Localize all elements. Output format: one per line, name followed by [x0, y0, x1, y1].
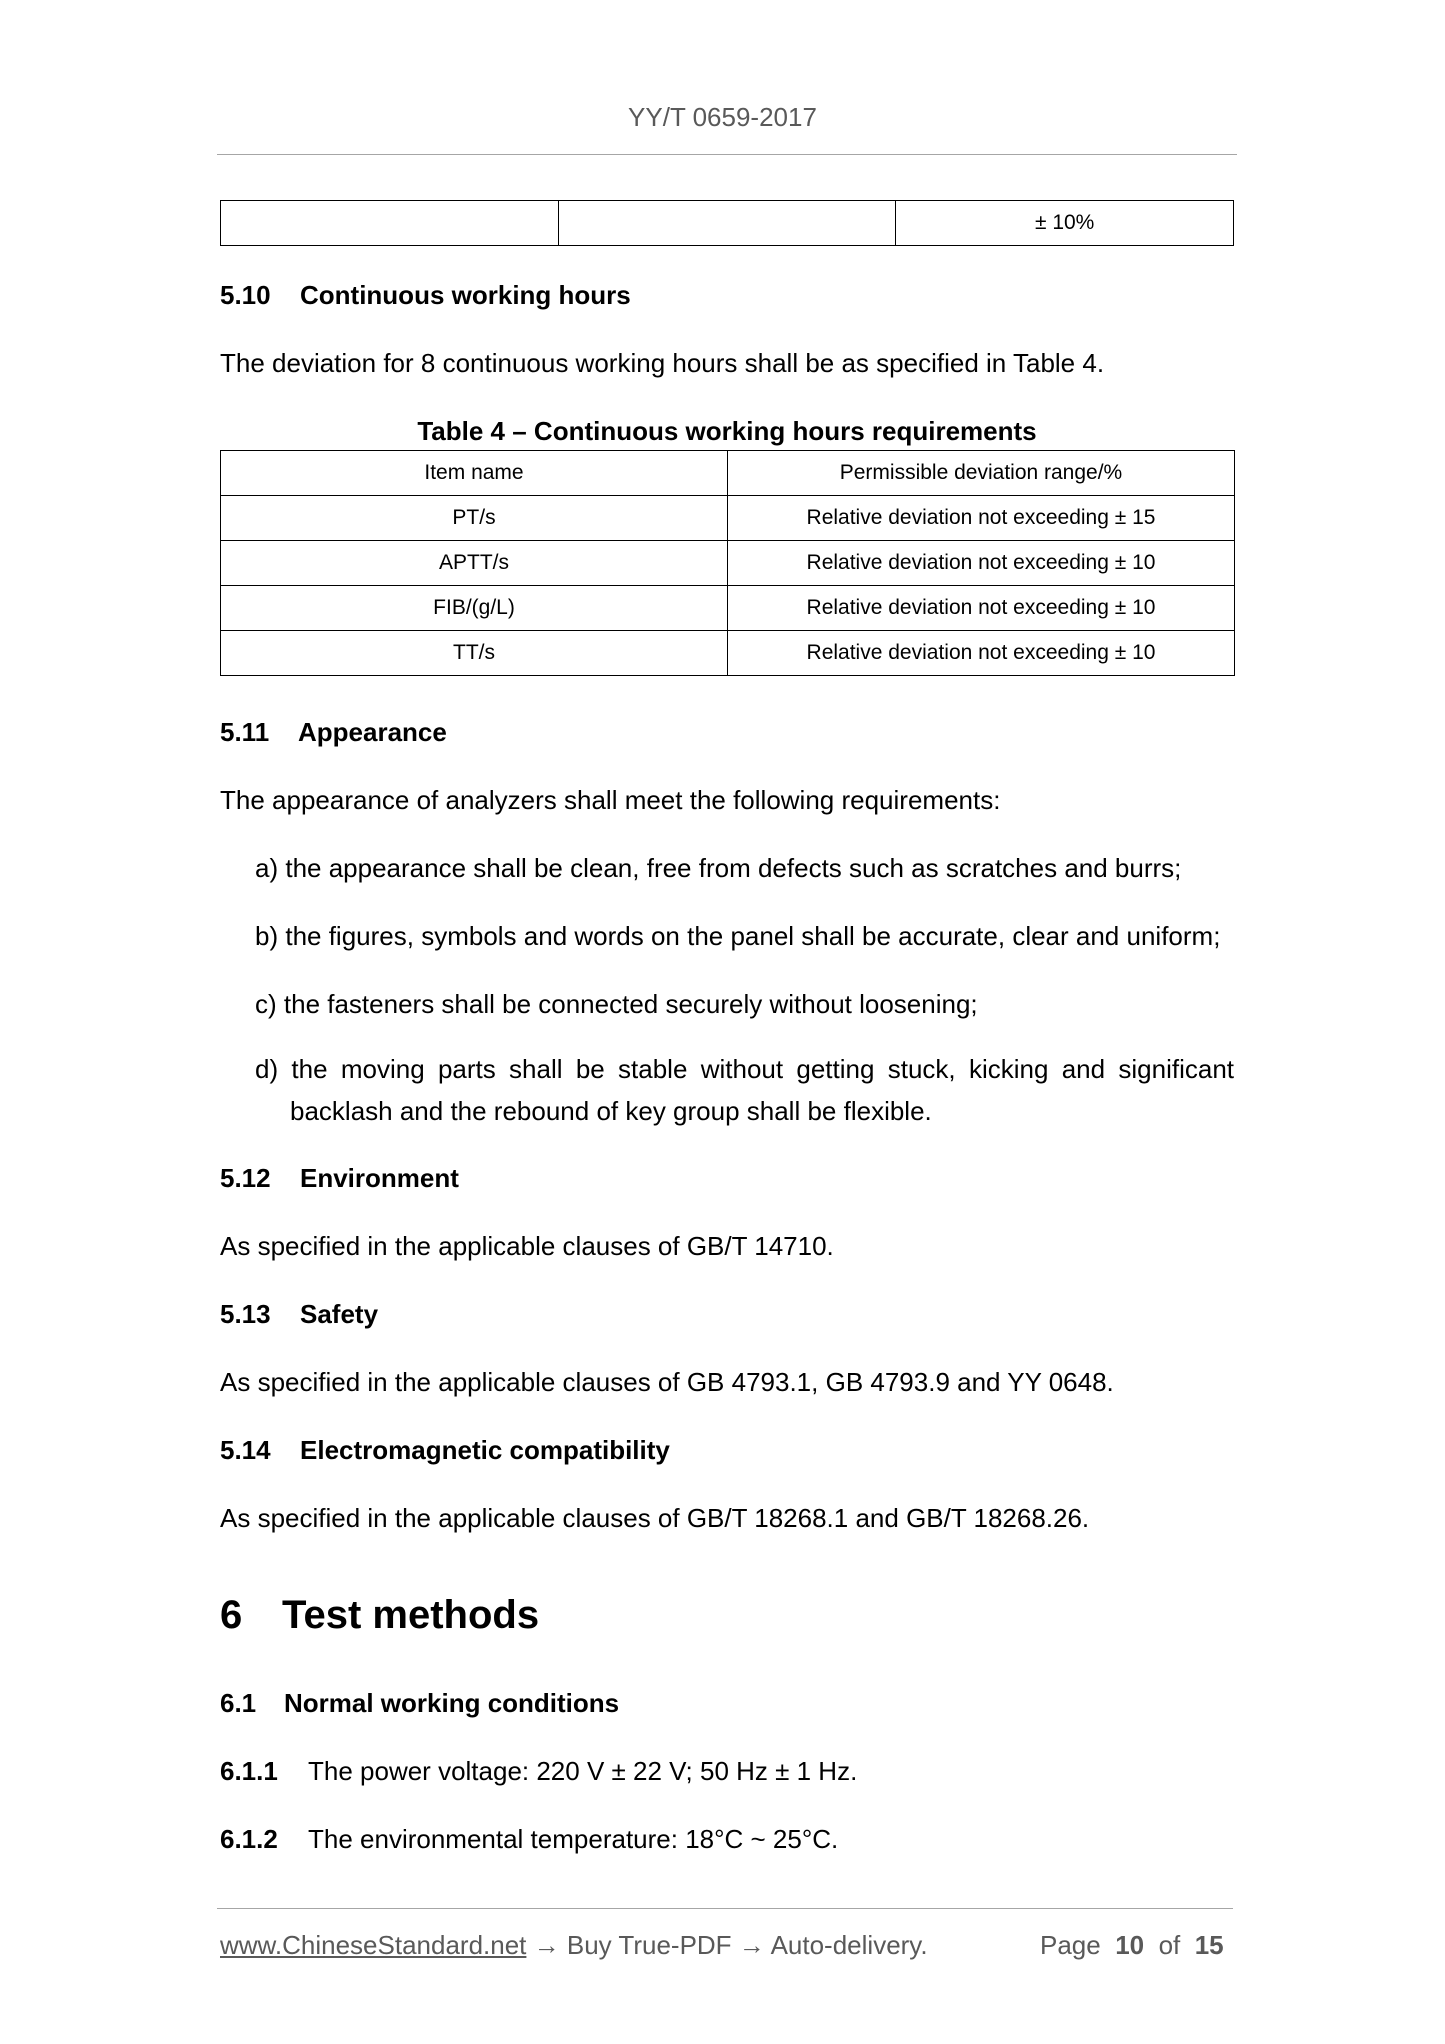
document-id-header: YY/T 0659-2017 [628, 102, 817, 132]
section-6-1-heading [220, 1688, 619, 1719]
table-cell [221, 201, 559, 246]
column-header: Permissible deviation range/% [728, 451, 1235, 496]
section-6-heading [220, 1593, 539, 1638]
page-of-label: of [1158, 1930, 1181, 1960]
section-5-14-heading [220, 1435, 670, 1466]
section-number: 6.1 [220, 1688, 257, 1718]
current-page-number: 10 [1115, 1930, 1145, 1960]
header-divider [217, 154, 1237, 155]
clause-number: 6.1.1 [220, 1756, 278, 1786]
table-cell: TT/s [221, 631, 728, 676]
section-5-10-text: The deviation for 8 continuous working hours shall be as specified in Table 4. [220, 348, 1105, 378]
footer-divider [217, 1908, 1233, 1909]
section-number: 5.11 [220, 717, 270, 747]
table-row [221, 631, 1235, 676]
table-header-row [221, 451, 1235, 496]
table-cell: PT/s [221, 496, 728, 541]
page-label: Page [1040, 1930, 1101, 1960]
section-5-14-text: As specified in the applicable clauses of GB/T 18268.1 and GB/T 18268.26. [220, 1503, 1090, 1533]
section-title: Continuous working hours [300, 280, 631, 310]
table-4-caption: Table 4 – Continuous working hours requirements [417, 416, 1037, 446]
continued-table-tail [220, 200, 1234, 246]
table-4 [220, 450, 1235, 676]
table-row [221, 496, 1235, 541]
section-5-12-heading [220, 1163, 459, 1194]
section-5-12-text: As specified in the applicable clauses of GB/T 14710. [220, 1231, 834, 1261]
section-5-11-heading [220, 717, 447, 748]
table-cell: Relative deviation not exceeding ± 10 [728, 541, 1235, 586]
section-5-13-text: As specified in the applicable clauses of GB 4793.1, GB 4793.9 and YY 0648. [220, 1367, 1114, 1397]
table-cell: Relative deviation not exceeding ± 10 [728, 631, 1235, 676]
section-title: Test methods [282, 1593, 540, 1637]
section-title: Appearance [298, 717, 447, 747]
website-link[interactable]: www.ChineseStandard.net [220, 1930, 527, 1960]
clause-number: 6.1.2 [220, 1824, 278, 1854]
section-number: 5.13 [220, 1299, 271, 1329]
clause-6-1-2 [220, 1824, 838, 1855]
table-row [221, 201, 1234, 246]
list-item-continuation: backlash and the rebound of key group shall be flexible. [290, 1096, 932, 1126]
table-cell: Relative deviation not exceeding ± 10 [728, 586, 1235, 631]
section-title: Environment [300, 1163, 459, 1193]
list-item: d) the moving parts shall be stable without getting stuck, kicking and significant [255, 1054, 1234, 1084]
section-number: 6 [220, 1593, 243, 1637]
section-5-13-heading [220, 1299, 378, 1330]
table-cell: Relative deviation not exceeding ± 15 [728, 496, 1235, 541]
clause-6-1-1 [220, 1756, 857, 1787]
section-5-10-heading [220, 280, 631, 311]
list-item: a) the appearance shall be clean, free from defects such as scratches and burrs; [255, 853, 1182, 883]
clause-text: The power voltage: 220 V ± 22 V; 50 Hz ± 1 Hz. [308, 1756, 858, 1786]
section-title: Electromagnetic compatibility [300, 1435, 670, 1465]
section-number: 5.10 [220, 280, 271, 310]
footer-tagline: → Buy True-PDF → Auto-delivery. [526, 1930, 928, 1960]
section-number: 5.14 [220, 1435, 271, 1465]
table-cell: APTT/s [221, 541, 728, 586]
table-row [221, 586, 1235, 631]
table-row [221, 541, 1235, 586]
total-page-number: 15 [1194, 1930, 1224, 1960]
table-cell: ± 10% [896, 201, 1234, 246]
list-item: c) the fasteners shall be connected securely without loosening; [255, 989, 978, 1019]
column-header: Item name [221, 451, 728, 496]
section-title: Normal working conditions [284, 1688, 620, 1718]
table-cell: FIB/(g/L) [221, 586, 728, 631]
table-cell [558, 201, 896, 246]
list-item: b) the figures, symbols and words on the panel shall be accurate, clear and uniform; [255, 921, 1221, 951]
page-indicator [1040, 1930, 1224, 1961]
clause-text: The environmental temperature: 18°C ~ 25°C. [308, 1824, 839, 1854]
footer-promo [220, 1930, 928, 1961]
section-number: 5.12 [220, 1163, 271, 1193]
section-5-11-text: The appearance of analyzers shall meet the following requirements: [220, 785, 1001, 815]
section-title: Safety [300, 1299, 379, 1329]
